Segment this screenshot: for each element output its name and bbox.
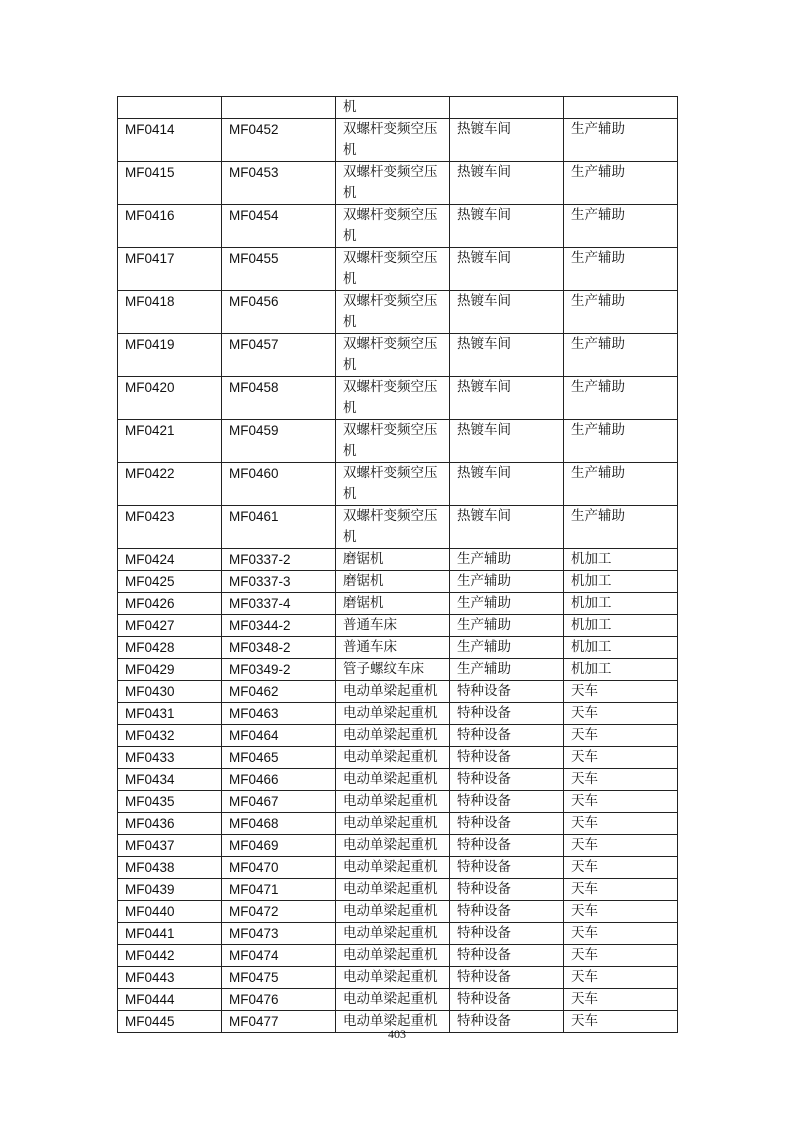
- department-cell: 特种设备: [450, 769, 564, 791]
- category-cell: [564, 97, 678, 119]
- table-row: [118, 463, 678, 506]
- asset-id-cell: MF0444: [118, 989, 222, 1011]
- original-id-cell: MF0475: [222, 967, 336, 989]
- asset-id-cell: [118, 97, 222, 119]
- category-cell: 天车: [564, 813, 678, 835]
- department-cell: 特种设备: [450, 791, 564, 813]
- original-id-cell: MF0348-2: [222, 637, 336, 659]
- equipment-name-cell: 电动单梁起重机: [336, 791, 450, 813]
- asset-id-cell: MF0429: [118, 659, 222, 681]
- table-row: [118, 162, 678, 205]
- department-cell: 热镀车间: [450, 291, 564, 334]
- equipment-name-cell: 电动单梁起重机: [336, 681, 450, 703]
- table-row: [118, 835, 678, 857]
- original-id-cell: MF0452: [222, 119, 336, 162]
- category-cell: 天车: [564, 945, 678, 967]
- table-row: [118, 205, 678, 248]
- asset-id-cell: MF0414: [118, 119, 222, 162]
- asset-id-cell: MF0419: [118, 334, 222, 377]
- department-cell: 特种设备: [450, 835, 564, 857]
- table-row: [118, 725, 678, 747]
- table-row: [118, 681, 678, 703]
- equipment-name-cell: 双螺杆变频空压机: [336, 119, 450, 162]
- equipment-name-cell: 双螺杆变频空压机: [336, 377, 450, 420]
- asset-id-cell: MF0442: [118, 945, 222, 967]
- original-id-cell: MF0470: [222, 857, 336, 879]
- asset-id-cell: MF0440: [118, 901, 222, 923]
- asset-id-cell: MF0433: [118, 747, 222, 769]
- category-cell: 天车: [564, 1011, 678, 1033]
- category-cell: 天车: [564, 901, 678, 923]
- category-cell: 机加工: [564, 593, 678, 615]
- equipment-name-cell: 管子螺纹车床: [336, 659, 450, 681]
- department-cell: 特种设备: [450, 703, 564, 725]
- category-cell: 生产辅助: [564, 463, 678, 506]
- asset-id-cell: MF0418: [118, 291, 222, 334]
- table-row: [118, 901, 678, 923]
- original-id-cell: MF0337-4: [222, 593, 336, 615]
- original-id-cell: MF0464: [222, 725, 336, 747]
- original-id-cell: MF0455: [222, 248, 336, 291]
- equipment-name-cell: 电动单梁起重机: [336, 945, 450, 967]
- equipment-name-cell: 电动单梁起重机: [336, 857, 450, 879]
- original-id-cell: MF0465: [222, 747, 336, 769]
- department-cell: 特种设备: [450, 923, 564, 945]
- original-id-cell: MF0337-2: [222, 549, 336, 571]
- asset-id-cell: MF0417: [118, 248, 222, 291]
- department-cell: 热镀车间: [450, 334, 564, 377]
- original-id-cell: MF0344-2: [222, 615, 336, 637]
- equipment-name-cell: 双螺杆变频空压机: [336, 420, 450, 463]
- asset-id-cell: MF0431: [118, 703, 222, 725]
- category-cell: 生产辅助: [564, 205, 678, 248]
- table-row: [118, 334, 678, 377]
- category-cell: 机加工: [564, 549, 678, 571]
- asset-id-cell: MF0422: [118, 463, 222, 506]
- department-cell: 生产辅助: [450, 593, 564, 615]
- asset-id-cell: MF0425: [118, 571, 222, 593]
- department-cell: 生产辅助: [450, 659, 564, 681]
- category-cell: 机加工: [564, 659, 678, 681]
- asset-id-cell: MF0441: [118, 923, 222, 945]
- department-cell: 特种设备: [450, 1011, 564, 1033]
- asset-id-cell: MF0430: [118, 681, 222, 703]
- table-row: [118, 703, 678, 725]
- category-cell: 天车: [564, 835, 678, 857]
- table-row: [118, 97, 678, 119]
- table-row: [118, 967, 678, 989]
- asset-id-cell: MF0428: [118, 637, 222, 659]
- equipment-name-cell: 双螺杆变频空压机: [336, 506, 450, 549]
- equipment-name-cell: 磨锯机: [336, 549, 450, 571]
- original-id-cell: MF0474: [222, 945, 336, 967]
- asset-id-cell: MF0434: [118, 769, 222, 791]
- asset-id-cell: MF0420: [118, 377, 222, 420]
- category-cell: 天车: [564, 725, 678, 747]
- asset-id-cell: MF0437: [118, 835, 222, 857]
- original-id-cell: MF0469: [222, 835, 336, 857]
- department-cell: [450, 97, 564, 119]
- equipment-table-body: [118, 97, 678, 1033]
- equipment-name-cell: 电动单梁起重机: [336, 725, 450, 747]
- original-id-cell: MF0476: [222, 989, 336, 1011]
- asset-id-cell: MF0435: [118, 791, 222, 813]
- original-id-cell: MF0472: [222, 901, 336, 923]
- table-row: [118, 769, 678, 791]
- equipment-name-cell: 磨锯机: [336, 593, 450, 615]
- equipment-table: [117, 96, 678, 1033]
- equipment-name-cell: 电动单梁起重机: [336, 923, 450, 945]
- department-cell: 特种设备: [450, 879, 564, 901]
- category-cell: 天车: [564, 681, 678, 703]
- asset-id-cell: MF0443: [118, 967, 222, 989]
- equipment-name-cell: 电动单梁起重机: [336, 835, 450, 857]
- table-row: [118, 813, 678, 835]
- category-cell: 天车: [564, 769, 678, 791]
- equipment-name-cell: 双螺杆变频空压机: [336, 334, 450, 377]
- asset-id-cell: MF0424: [118, 549, 222, 571]
- department-cell: 特种设备: [450, 681, 564, 703]
- category-cell: 天车: [564, 747, 678, 769]
- table-row: [118, 593, 678, 615]
- original-id-cell: MF0454: [222, 205, 336, 248]
- equipment-name-cell: 机: [336, 97, 450, 119]
- category-cell: 生产辅助: [564, 420, 678, 463]
- asset-id-cell: MF0421: [118, 420, 222, 463]
- equipment-name-cell: 双螺杆变频空压机: [336, 463, 450, 506]
- category-cell: 生产辅助: [564, 162, 678, 205]
- equipment-name-cell: 双螺杆变频空压机: [336, 162, 450, 205]
- department-cell: 特种设备: [450, 945, 564, 967]
- department-cell: 热镀车间: [450, 506, 564, 549]
- category-cell: 天车: [564, 967, 678, 989]
- equipment-name-cell: 电动单梁起重机: [336, 879, 450, 901]
- department-cell: 生产辅助: [450, 615, 564, 637]
- equipment-name-cell: 磨锯机: [336, 571, 450, 593]
- original-id-cell: MF0457: [222, 334, 336, 377]
- table-row: [118, 119, 678, 162]
- department-cell: 热镀车间: [450, 420, 564, 463]
- original-id-cell: MF0466: [222, 769, 336, 791]
- table-row: [118, 637, 678, 659]
- equipment-name-cell: 双螺杆变频空压机: [336, 291, 450, 334]
- table-row: [118, 945, 678, 967]
- original-id-cell: MF0349-2: [222, 659, 336, 681]
- department-cell: 生产辅助: [450, 571, 564, 593]
- department-cell: 生产辅助: [450, 637, 564, 659]
- equipment-name-cell: 电动单梁起重机: [336, 813, 450, 835]
- department-cell: 特种设备: [450, 747, 564, 769]
- original-id-cell: MF0468: [222, 813, 336, 835]
- category-cell: 天车: [564, 791, 678, 813]
- category-cell: 机加工: [564, 615, 678, 637]
- department-cell: 特种设备: [450, 967, 564, 989]
- original-id-cell: MF0462: [222, 681, 336, 703]
- equipment-name-cell: 普通车床: [336, 615, 450, 637]
- category-cell: 天车: [564, 703, 678, 725]
- original-id-cell: MF0467: [222, 791, 336, 813]
- equipment-name-cell: 双螺杆变频空压机: [336, 205, 450, 248]
- department-cell: 热镀车间: [450, 205, 564, 248]
- category-cell: 天车: [564, 879, 678, 901]
- equipment-name-cell: 电动单梁起重机: [336, 989, 450, 1011]
- equipment-name-cell: 电动单梁起重机: [336, 703, 450, 725]
- table-row: [118, 549, 678, 571]
- department-cell: 特种设备: [450, 857, 564, 879]
- asset-id-cell: MF0445: [118, 1011, 222, 1033]
- asset-id-cell: MF0426: [118, 593, 222, 615]
- original-id-cell: MF0471: [222, 879, 336, 901]
- category-cell: 机加工: [564, 571, 678, 593]
- original-id-cell: MF0463: [222, 703, 336, 725]
- original-id-cell: MF0337-3: [222, 571, 336, 593]
- table-row: [118, 571, 678, 593]
- equipment-name-cell: 电动单梁起重机: [336, 747, 450, 769]
- department-cell: 特种设备: [450, 989, 564, 1011]
- table-row: [118, 923, 678, 945]
- category-cell: 天车: [564, 857, 678, 879]
- original-id-cell: MF0459: [222, 420, 336, 463]
- original-id-cell: MF0460: [222, 463, 336, 506]
- asset-id-cell: MF0427: [118, 615, 222, 637]
- department-cell: 特种设备: [450, 813, 564, 835]
- equipment-name-cell: 普通车床: [336, 637, 450, 659]
- category-cell: 天车: [564, 989, 678, 1011]
- equipment-name-cell: 电动单梁起重机: [336, 967, 450, 989]
- department-cell: 热镀车间: [450, 162, 564, 205]
- equipment-name-cell: 电动单梁起重机: [336, 901, 450, 923]
- department-cell: 热镀车间: [450, 248, 564, 291]
- original-id-cell: [222, 97, 336, 119]
- asset-id-cell: MF0436: [118, 813, 222, 835]
- asset-id-cell: MF0416: [118, 205, 222, 248]
- original-id-cell: MF0461: [222, 506, 336, 549]
- original-id-cell: MF0456: [222, 291, 336, 334]
- table-row: [118, 248, 678, 291]
- table-row: [118, 857, 678, 879]
- original-id-cell: MF0458: [222, 377, 336, 420]
- asset-id-cell: MF0439: [118, 879, 222, 901]
- table-row: [118, 377, 678, 420]
- table-row: [118, 879, 678, 901]
- original-id-cell: MF0473: [222, 923, 336, 945]
- equipment-name-cell: 双螺杆变频空压机: [336, 248, 450, 291]
- table-row: [118, 506, 678, 549]
- category-cell: 生产辅助: [564, 377, 678, 420]
- category-cell: 生产辅助: [564, 291, 678, 334]
- department-cell: 生产辅助: [450, 549, 564, 571]
- category-cell: 生产辅助: [564, 506, 678, 549]
- table-row: [118, 659, 678, 681]
- department-cell: 热镀车间: [450, 377, 564, 420]
- department-cell: 热镀车间: [450, 119, 564, 162]
- original-id-cell: MF0453: [222, 162, 336, 205]
- asset-id-cell: MF0423: [118, 506, 222, 549]
- table-row: [118, 791, 678, 813]
- asset-id-cell: MF0438: [118, 857, 222, 879]
- asset-id-cell: MF0415: [118, 162, 222, 205]
- table-row: [118, 747, 678, 769]
- category-cell: 生产辅助: [564, 334, 678, 377]
- table-row: [118, 989, 678, 1011]
- department-cell: 特种设备: [450, 901, 564, 923]
- category-cell: 生产辅助: [564, 248, 678, 291]
- category-cell: 生产辅助: [564, 119, 678, 162]
- department-cell: 热镀车间: [450, 463, 564, 506]
- table-row: [118, 291, 678, 334]
- original-id-cell: MF0477: [222, 1011, 336, 1033]
- equipment-name-cell: 电动单梁起重机: [336, 769, 450, 791]
- table-row: [118, 615, 678, 637]
- table-row: [118, 420, 678, 463]
- department-cell: 特种设备: [450, 725, 564, 747]
- category-cell: 天车: [564, 923, 678, 945]
- asset-id-cell: MF0432: [118, 725, 222, 747]
- page-number: 403: [388, 1027, 406, 1041]
- equipment-name-cell: 电动单梁起重机: [336, 1011, 450, 1033]
- category-cell: 机加工: [564, 637, 678, 659]
